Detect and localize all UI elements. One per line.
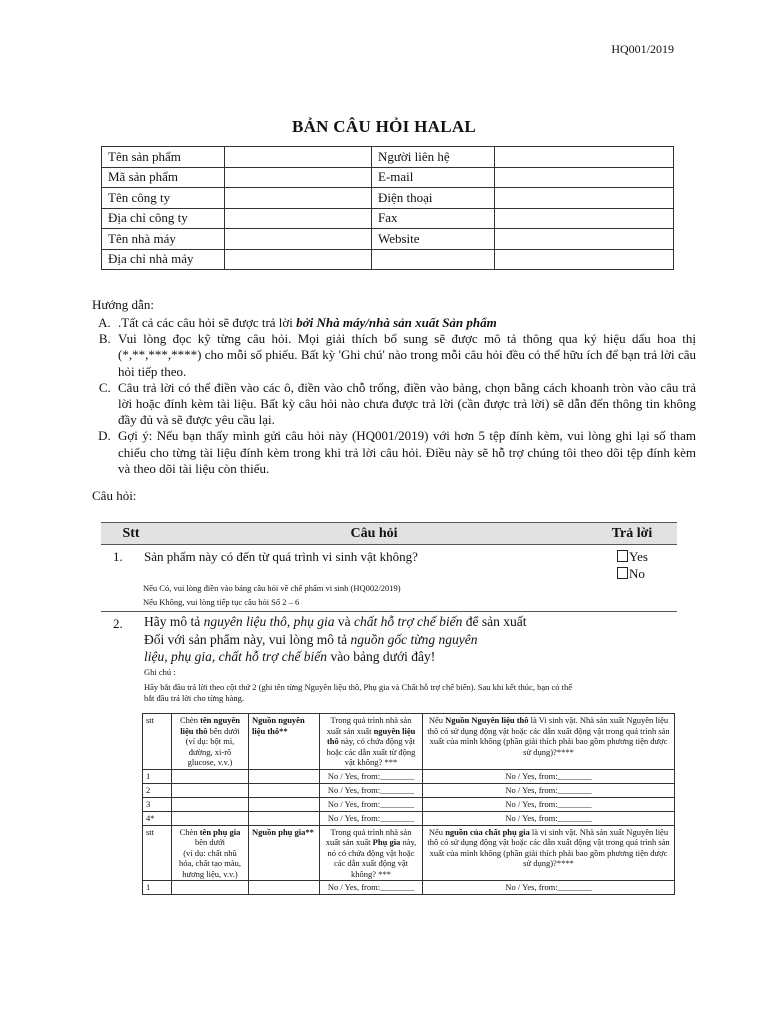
field-label [372, 249, 495, 270]
question-2 [101, 612, 677, 962]
field-label: Địa chỉ công ty [102, 208, 225, 229]
product-code-field[interactable] [225, 167, 372, 188]
field-label: Website [372, 229, 495, 250]
column-header: Nếu Nguồn Nguyên liệu thô là Vi sinh vật. Nhà sản xuất Nguyên liệu thô có sử dụng động vật hoặc các dẫn xuất động vật trong quá trình sản xuất của mình không (phần giải thích phải bao gồm phương tiện được sử dụng)?**** [423, 714, 675, 770]
row-number: 1 [143, 881, 172, 895]
field-label: Mã sản phẩm [102, 167, 225, 188]
column-header: Chèn tên phụ gia bên dưới (ví dụ: chất nhũ hóa, chất tạo màu, hương liệu, v.v.) [172, 825, 249, 881]
table-row [102, 208, 674, 229]
field-label: Tên nhà máy [102, 229, 225, 250]
questions-header [101, 522, 677, 545]
column-header: Nguồn nguyên liệu thô** [249, 714, 320, 770]
row-number: 4* [143, 811, 172, 825]
table-header-row [143, 714, 675, 770]
factory-address-field[interactable] [225, 249, 372, 270]
field-label: Tên sản phẩm [102, 147, 225, 168]
table-header-row [143, 825, 675, 881]
instruction-item: D. Gợi ý: Nếu bạn thấy mình gửi câu hỏi này (HQ001/2019) với hơn 5 tệp đính kèm, vui lòng ghi lại số tham chiếu cho từng tài liệu đính kèm trong khi trả lời câu hỏi. Điều này sẽ hỗ trợ chúng tôi theo dõi tệp đính kèm và theo dõi tài liệu còn thiếu. [114, 428, 696, 477]
question-note: Nếu Không, vui lòng tiếp tục câu hỏi Số 2 – 6 [143, 597, 300, 607]
document-id: HQ001/2019 [611, 42, 674, 56]
column-header: Nếu nguồn của chất phụ gia là vi sinh vật. Nhà sản xuất Nguyên liệu thô có sử dụng động vật hoặc các dẫn xuất động vật trong quá trình sản xuất của mình không (phần giải thích phải bao gồm phương tiện được sử dụng)?**** [423, 825, 675, 881]
microbial-origin-answer[interactable]: No / Yes, from:________ [423, 797, 675, 811]
question-text: Sản phẩm này có đến từ quá trình vi sinh vật không? [144, 549, 418, 564]
microbial-origin-answer[interactable]: No / Yes, from:________ [423, 783, 675, 797]
question-subtext: Đối với sản phẩm này, vui lòng mô tả nguồn gốc từng nguyên liệu, phụ gia, chất hỗ trợ chế biến vào bảng dưới đây! [144, 632, 478, 664]
option-yes[interactable]: Yes [617, 548, 648, 565]
phone-field[interactable] [495, 188, 674, 209]
row-number: 1 [143, 769, 172, 783]
raw-material-name-field[interactable] [172, 769, 249, 783]
row-number: 2 [143, 783, 172, 797]
product-name-field[interactable] [225, 147, 372, 168]
table-row [143, 811, 675, 825]
raw-material-name-field[interactable] [172, 783, 249, 797]
option-no[interactable]: No [617, 565, 648, 582]
questions-label: Câu hỏi: [92, 488, 137, 503]
column-header: Trong quá trình nhà sản xuất sản xuất nguyên liệu thô này, có chứa động vật hoặc các dẫn xuất từ động vật không? *** [320, 714, 423, 770]
raw-material-name-field[interactable] [172, 797, 249, 811]
column-header: Chèn tên nguyên liệu thô bên dưới (ví dụ: bột mì, đường, xi-rô glucose, v.v.) [172, 714, 249, 770]
checkbox-icon[interactable] [617, 550, 628, 562]
microbial-origin-answer[interactable]: No / Yes, from:________ [423, 881, 675, 895]
field-label: Tên công ty [102, 188, 225, 209]
table-row [102, 249, 674, 270]
table-row [102, 147, 674, 168]
row-number: 3 [143, 797, 172, 811]
microbial-origin-answer[interactable]: No / Yes, from:________ [423, 811, 675, 825]
answer-options [617, 548, 648, 582]
animal-origin-answer[interactable]: No / Yes, from:________ [320, 769, 423, 783]
table-row [143, 797, 675, 811]
instruction-item: A. .Tất cả các câu hỏi sẽ được trả lời bởi Nhà máy/nhà sản xuất Sản phẩm [114, 315, 696, 331]
header-question: Câu hỏi [350, 525, 398, 541]
instruction-item: C. Câu trả lời có thể điền vào các ô, điền vào chỗ trống, điền vào bảng, chọn bằng cách khoanh tròn vào câu trả lời hoặc đính kèm tài liệu. Bất kỳ câu hỏi nào chưa được trả lời (cần được trả lời) sẽ dẫn đến thông tin không đầy đủ và sẽ được yêu cầu lại. [114, 380, 696, 429]
question-number: 2. [113, 616, 123, 631]
company-name-field[interactable] [225, 188, 372, 209]
questions-table [101, 522, 677, 962]
note-label: Ghi chú : [144, 667, 176, 677]
field-label: Điện thoại [372, 188, 495, 209]
note-text: Hãy bắt đầu trả lời theo cột thứ 2 (ghi tên từng Nguyên liệu thô, Phụ gia và Chất hỗ trợ chế biến). Sau khi kết thúc, bạn có thể bắt đầu trả lời cho từng hàng. [144, 682, 572, 703]
column-header: Nguồn phụ gia** [249, 825, 320, 881]
column-header: stt [143, 714, 172, 770]
website-field[interactable] [495, 229, 674, 250]
table-row [143, 881, 675, 895]
animal-origin-answer[interactable]: No / Yes, from:________ [320, 797, 423, 811]
field-label: E-mail [372, 167, 495, 188]
instruction-item: B. Vui lòng đọc kỹ từng câu hỏi. Mọi giải thích bổ sung sẽ được mô tả thông qua ký hiệu dấu hoa thị (*,**,***,****) cho mỗi số phiếu. Bất kỳ 'Ghi chú' nào trong mỗi câu hỏi đều có thể hữu ích để bạn trả lời câu hỏi tiếp theo. [114, 331, 696, 380]
raw-material-source-field[interactable] [249, 783, 320, 797]
question-text: Hãy mô tả nguyên liệu thô, phụ gia và chất hỗ trợ chế biến để sản xuất [144, 614, 527, 629]
raw-material-source-field[interactable] [249, 769, 320, 783]
animal-origin-answer[interactable]: No / Yes, from:________ [320, 783, 423, 797]
animal-origin-answer[interactable]: No / Yes, from:________ [320, 811, 423, 825]
additive-source-field[interactable] [249, 881, 320, 895]
page-title: BẢN CÂU HỎI HALAL [291, 117, 477, 136]
field-label: Fax [372, 208, 495, 229]
question-note: Nếu Có, vui lòng điền vào bảng câu hỏi về chế phẩm vi sinh (HQ002/2019) [143, 583, 401, 593]
instructions-label: Hướng dẫn: [92, 297, 154, 312]
contact-info-table [101, 146, 674, 270]
raw-material-source-field[interactable] [249, 797, 320, 811]
ingredients-table [142, 713, 675, 895]
field-label: Người liên hệ [372, 147, 495, 168]
column-header: Trong quá trình nhà sản xuất sản xuất Phụ gia này, nó có chứa động vật hoặc các dẫn xuất động vật không? *** [320, 825, 423, 881]
header-answer: Trả lời [611, 525, 653, 541]
factory-name-field[interactable] [225, 229, 372, 250]
table-row [143, 783, 675, 797]
instructions-list [92, 315, 696, 477]
company-address-field[interactable] [225, 208, 372, 229]
additive-name-field[interactable] [172, 881, 249, 895]
field-label: Địa chỉ nhà máy [102, 249, 225, 270]
header-stt: Stt [122, 525, 140, 541]
email-field[interactable] [495, 167, 674, 188]
checkbox-icon[interactable] [617, 567, 628, 579]
table-row [143, 769, 675, 783]
question-number: 1. [113, 549, 123, 564]
fax-field[interactable] [495, 208, 674, 229]
empty-field[interactable] [495, 249, 674, 270]
table-row [102, 229, 674, 250]
raw-material-name-field[interactable] [172, 811, 249, 825]
table-row [102, 167, 674, 188]
table-row [102, 188, 674, 209]
question-1 [101, 545, 677, 612]
microbial-origin-answer[interactable]: No / Yes, from:________ [423, 769, 675, 783]
raw-material-source-field[interactable] [249, 811, 320, 825]
contact-person-field[interactable] [495, 147, 674, 168]
animal-origin-answer[interactable]: No / Yes, from:________ [320, 881, 423, 895]
column-header: stt [143, 825, 172, 881]
